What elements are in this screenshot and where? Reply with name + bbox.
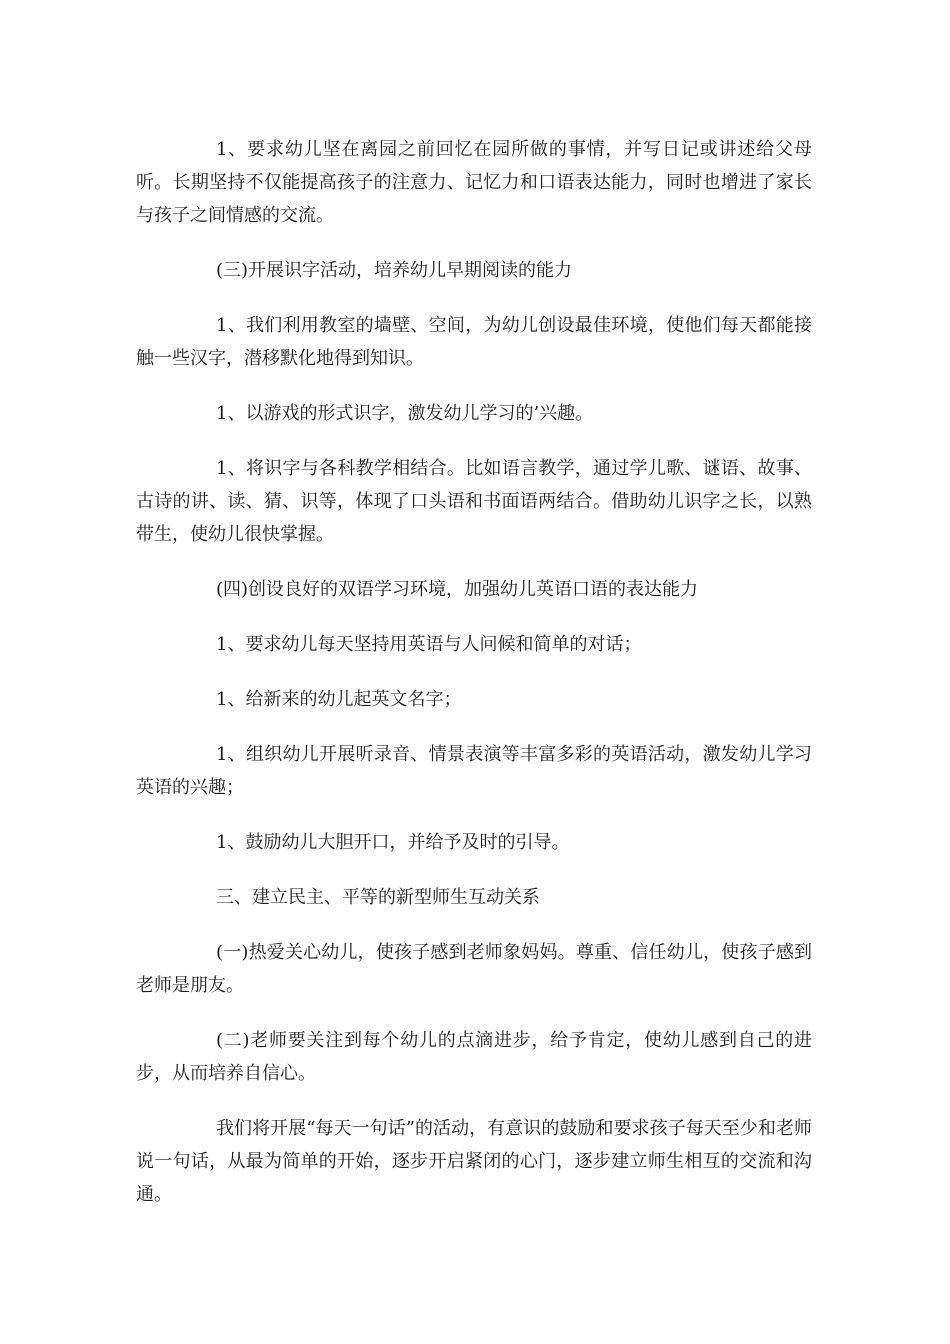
section-heading-literacy: (三)开展识字活动，培养幼儿早期阅读的能力 <box>216 260 573 281</box>
paragraph-diary-recall: 1、要求幼儿坚在离园之前回忆在园所做的事情，并写日记或讲述给父母听。长期坚持不仅能提高孩子的注意力、记忆力和口语表达能力，同时也增进了家长与孩子之间情感的交流。 <box>136 139 812 226</box>
paragraph-daily-english: 1、要求幼儿每天坚持用英语与人问候和简单的对话； <box>216 634 642 655</box>
paragraph-care-for-children: (一)热爱关心幼儿，使孩子感到老师象妈妈。尊重、信任幼儿，使孩子感到老师是朋友。 <box>136 942 812 996</box>
paragraph-subject-integration: 1、将识字与各科教学相结合。比如语言教学，通过学儿歌、谜语、故事、古诗的讲、读、猜、识等，体现了口头语和书面语两结合。借助幼儿识字之长，以熟带生，使幼儿很快掌握。 <box>136 458 812 545</box>
section-heading-bilingual: (四)创设良好的双语学习环境，加强幼儿英语口语的表达能力 <box>216 579 699 600</box>
paragraph-encourage-speaking: 1、鼓励幼儿大胆开口，并给予及时的引导。 <box>216 832 570 853</box>
paragraph-english-names: 1、给新来的幼儿起英文名字； <box>216 689 462 710</box>
paragraph-one-sentence-activity: 我们将开展“每天一句话”的活动，有意识的鼓励和要求孩子每天至少和老师说一句话，从最为简单的开始，逐步开启紧闭的心门，逐步建立师生相互的交流和沟通。 <box>136 1118 812 1205</box>
paragraph-classroom-environment: 1、我们利用教室的墙壁、空间，为幼儿创设最佳环境，使他们每天都能接触一些汉字，潜移默化地得到知识。 <box>136 315 812 369</box>
section-heading-teacher-student: 三、建立民主、平等的新型师生互动关系 <box>216 887 540 908</box>
paragraph-game-literacy: 1、以游戏的形式识字，激发幼儿学习的’兴趣。 <box>216 403 594 424</box>
paragraph-attention-progress: (二)老师要关注到每个幼儿的点滴进步，给予肯定，使幼儿感到自己的进步，从而培养自信心。 <box>136 1030 812 1084</box>
paragraph-english-activities: 1、组织幼儿开展听录音、情景表演等丰富多彩的英语活动，激发幼儿学习英语的兴趣； <box>136 744 812 798</box>
